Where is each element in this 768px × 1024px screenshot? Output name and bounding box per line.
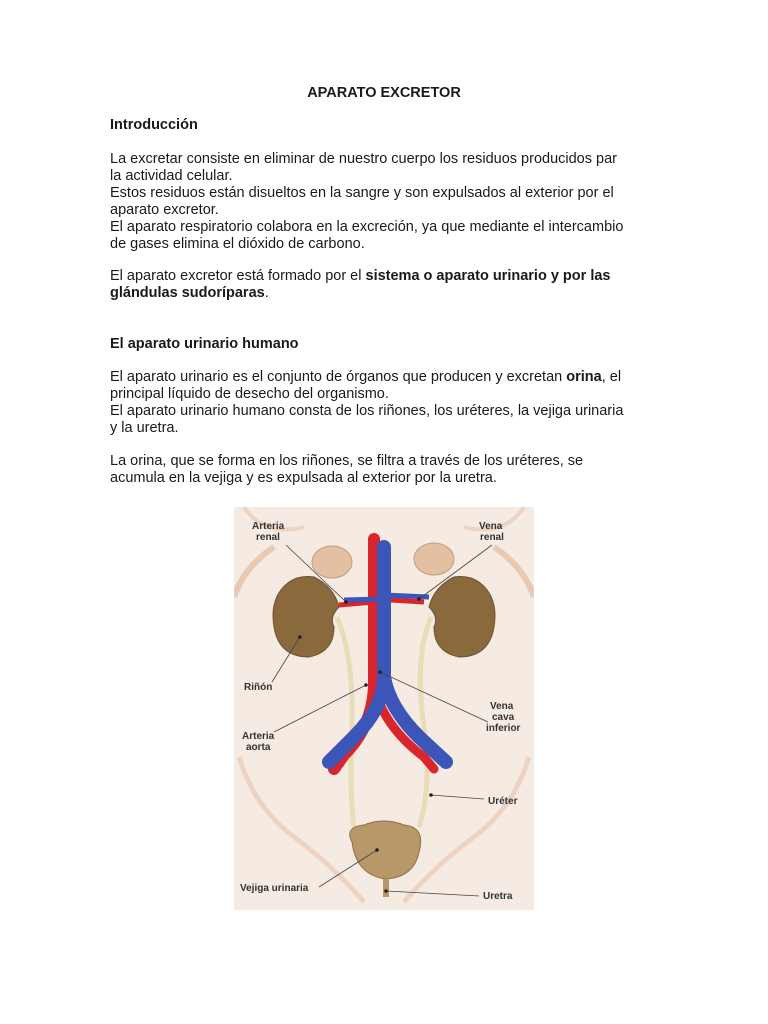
leader-dot	[344, 600, 348, 604]
adrenal-gland	[312, 546, 352, 578]
label-vena-renal: renal	[480, 532, 504, 543]
urinary-paragraph	[110, 369, 670, 437]
right-kidney	[429, 577, 495, 657]
leader-dot	[384, 889, 388, 893]
urine-path-line: La orina, que se forma en los riñones, se filtra a través de los uréteres, se	[110, 453, 584, 469]
page-title: APARATO EXCRETOR	[307, 85, 461, 101]
label-arteria-renal: renal	[256, 532, 280, 543]
urinary-bold: orina	[566, 369, 602, 385]
intro-composition-text: El aparato excretor está formado por el	[110, 268, 366, 284]
leader-line	[431, 795, 484, 799]
intro-composition-bold: sistema o aparato urinario y por las	[365, 268, 611, 284]
intro-line: la actividad celular.	[110, 168, 233, 184]
intro-line: de gases elimina el dióxido de carbono.	[110, 236, 365, 252]
adrenal-gland	[414, 543, 454, 575]
body-outline	[494, 547, 534, 597]
urinary-line: principal líquido de desecho del organismo.	[110, 386, 389, 402]
renal-vein	[344, 599, 384, 600]
urinary-line: y la uretra.	[110, 420, 179, 436]
leader-dot	[375, 848, 379, 852]
body-outline	[404, 757, 529, 902]
urinary-text: El aparato urinario es el conjunto de órganos que producen y excretan	[110, 369, 567, 385]
urinary-system-figure	[234, 507, 534, 910]
urinary-system-illustration	[234, 507, 534, 910]
label-vena-renal: Vena	[479, 521, 503, 532]
label-arteria-aorta: aorta	[246, 742, 271, 753]
left-ureter	[337, 617, 354, 827]
body-outline	[239, 757, 364, 902]
urine-path-line: acumula en la vejiga y es expulsada al exterior por la uretra.	[110, 470, 497, 486]
intro-paragraph	[110, 151, 670, 253]
label-vena-cava: cava	[492, 712, 515, 723]
label-vena-cava: Vena	[490, 701, 514, 712]
label-vejiga: Vejiga urinaria	[240, 883, 309, 894]
leader-dot	[429, 793, 433, 797]
leader-dot	[364, 683, 368, 687]
intro-line: La excretar consiste en eliminar de nuestro cuerpo los residuos producidos par	[110, 151, 617, 167]
intro-heading: Introducción	[110, 117, 198, 133]
label-uretra: Uretra	[483, 891, 513, 902]
leader-dot	[378, 670, 382, 674]
urinary-text: , el	[601, 369, 622, 385]
urinary-line: El aparato urinario humano consta de los riñones, los uréteres, la vejiga urinaria	[110, 403, 624, 419]
label-ureter: Uréter	[488, 796, 518, 807]
label-rinon: Riñón	[244, 682, 273, 693]
label-vena-cava: inferior	[486, 723, 521, 734]
urinary-heading: El aparato urinario humano	[110, 336, 299, 352]
body-outline	[234, 547, 274, 597]
leader-line	[386, 891, 479, 896]
intro-composition-paragraph	[110, 268, 670, 302]
label-arteria-aorta: Arteria	[242, 731, 275, 742]
intro-composition-bold: glándulas sudoríparas	[110, 285, 265, 301]
intro-line: aparato excretor.	[110, 202, 219, 218]
left-kidney	[273, 577, 339, 657]
intro-line: Estos residuos están disueltos en la sangre y son expulsados al exterior por el	[110, 185, 614, 201]
leader-dot	[417, 597, 421, 601]
bladder	[350, 821, 421, 879]
right-ureter	[419, 617, 431, 827]
intro-line: El aparato respiratorio colabora en la excreción, ya que mediante el intercambio	[110, 219, 624, 235]
leader-dot	[298, 635, 302, 639]
label-arteria-renal: Arteria	[252, 521, 285, 532]
intro-composition-end: .	[264, 285, 269, 301]
urine-path-paragraph	[110, 453, 670, 487]
